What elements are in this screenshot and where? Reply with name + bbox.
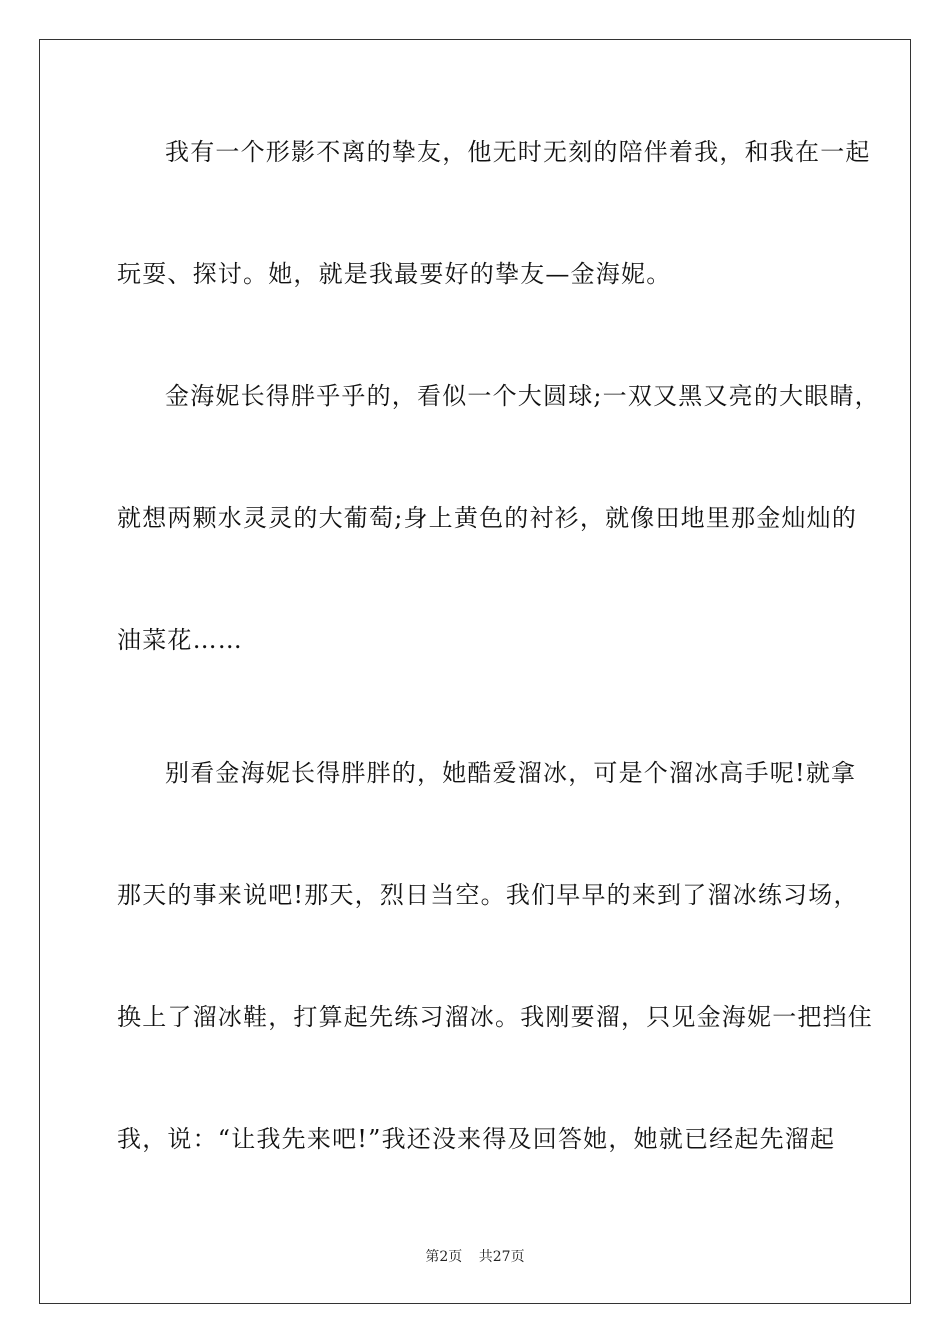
paragraph-line: 换上了溜冰鞋，打算起先练习溜冰。我刚要溜，只见金海妮一把挡住 [117, 1003, 873, 1031]
paragraph-line: 我，说：“让我先来吧!”我还没来得及回答她，她就已经起先溜起 [117, 1125, 836, 1153]
paragraph-line: 玩耍、探讨。她，就是我最要好的挚友—金海妮。 [117, 260, 672, 288]
paragraph-line: 就想两颗水灵灵的大葡萄;身上黄色的衬衫，就像田地里那金灿灿的 [117, 504, 858, 532]
paragraph-line: 别看金海妮长得胖胖的，她酷爱溜冰，可是个溜冰高手呢!就拿 [165, 759, 857, 787]
paragraph-line: 那天的事来说吧!那天，烈日当空。我们早早的来到了溜冰练习场， [117, 881, 859, 909]
page-border [39, 39, 911, 1304]
page-number: 第2页 [425, 1249, 463, 1265]
paragraph-line: 金海妮长得胖乎乎的，看似一个大圆球;一双又黑又亮的大眼睛， [165, 382, 880, 410]
paragraph-line: 油菜花…… [117, 626, 243, 654]
paragraph-line: 我有一个形影不离的挚友，他无时无刻的陪伴着我，和我在一起 [165, 138, 871, 166]
page-total: 共27页 [478, 1249, 525, 1265]
page-footer [0, 1247, 950, 1267]
